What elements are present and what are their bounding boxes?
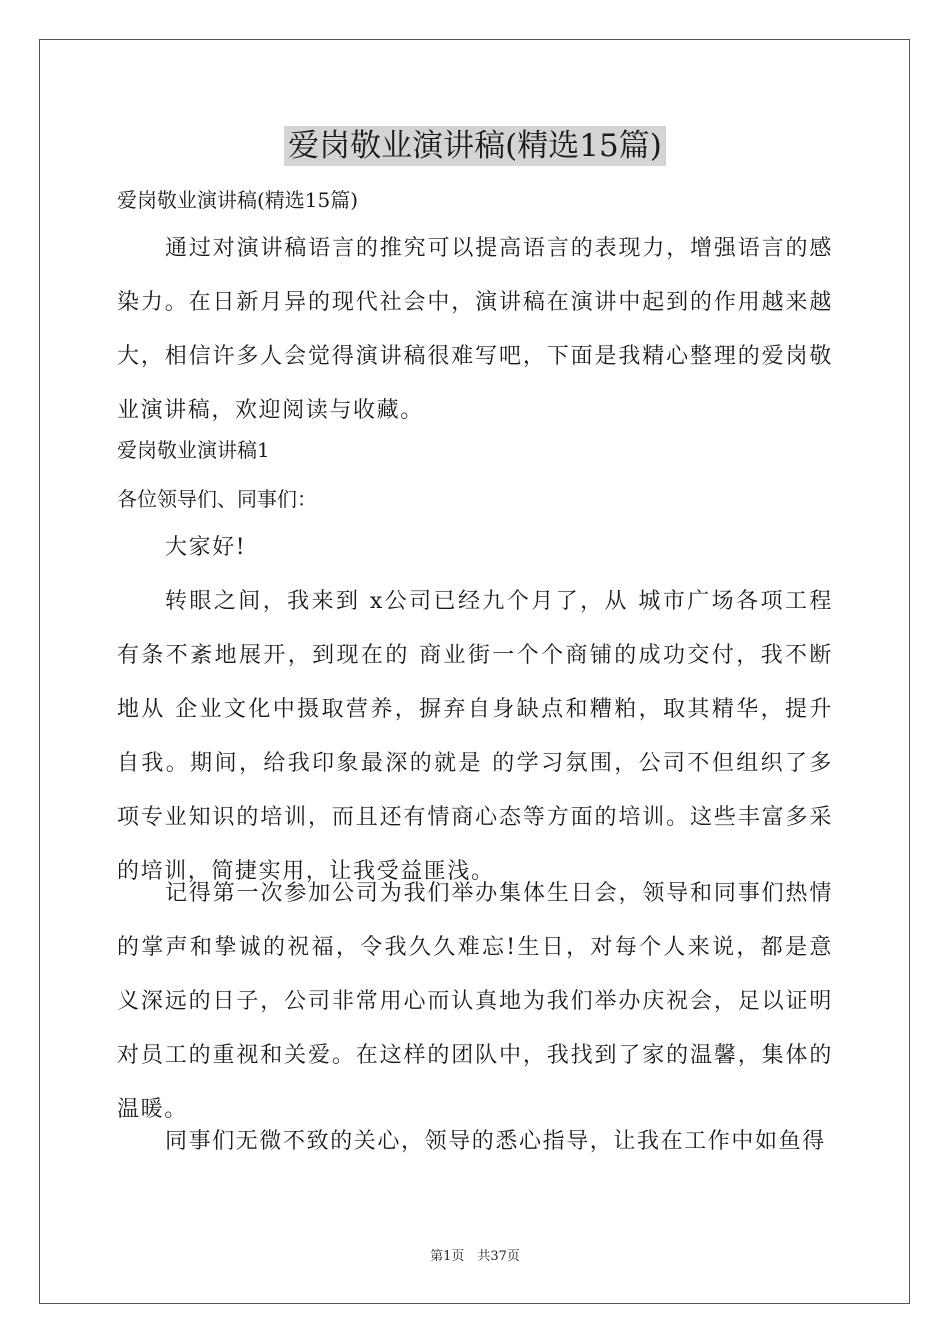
- document-title: 爱岗敬业演讲稿(精选15篇): [284, 126, 666, 166]
- body-paragraph: 同事们无微不致的关心，领导的悉心指导，让我在工作中如鱼得: [165, 1129, 826, 1154]
- greeting: 大家好!: [165, 535, 247, 560]
- section-heading: 爱岗敬业演讲稿1: [117, 438, 270, 462]
- body-paragraph: 记得第一次参加公司为我们举办集体生日会，领导和同事们热情的掌声和挚诚的祝福，令我久久难忘!生日，对每个人来说，都是意义深远的日子，公司非常用心而认真地为我们举办庆祝会，足以证明对员工的重视和关爱。在这样的团队中，我找到了家的温馨，集体的温暖。: [117, 881, 833, 1122]
- intro-paragraph: 通过对演讲稿语言的推究可以提高语言的表现力，增强语言的感染力。在日新月异的现代社会中，演讲稿在演讲中起到的作用越来越大，相信许多人会觉得演讲稿很难写吧，下面是我精心整理的爱岗敬业演讲稿，欢迎阅读与收藏。: [117, 236, 833, 423]
- title-container: [0, 126, 950, 166]
- document-subtitle: 爱岗敬业演讲稿(精选15篇): [117, 188, 359, 212]
- salutation: 各位领导们、同事们：: [117, 487, 317, 511]
- page-footer: 第1页 共37页: [430, 1249, 520, 1264]
- body-paragraph: 转眼之间，我来到 x公司已经九个月了，从 城市广场各项工程有条不紊地展开，到现在的 商业街一个个商铺的成功交付，我不断地从 企业文化中摄取营养，摒弃自身缺点和糟粕，取其精华，提升自我。期间，给我印象最深的就是 的学习氛围，公司不但组织了多项专业知识的培训，而且还有情商心态等方面的培训。这些丰富多采的培训，简捷实用，让我受益匪浅。: [117, 589, 833, 884]
